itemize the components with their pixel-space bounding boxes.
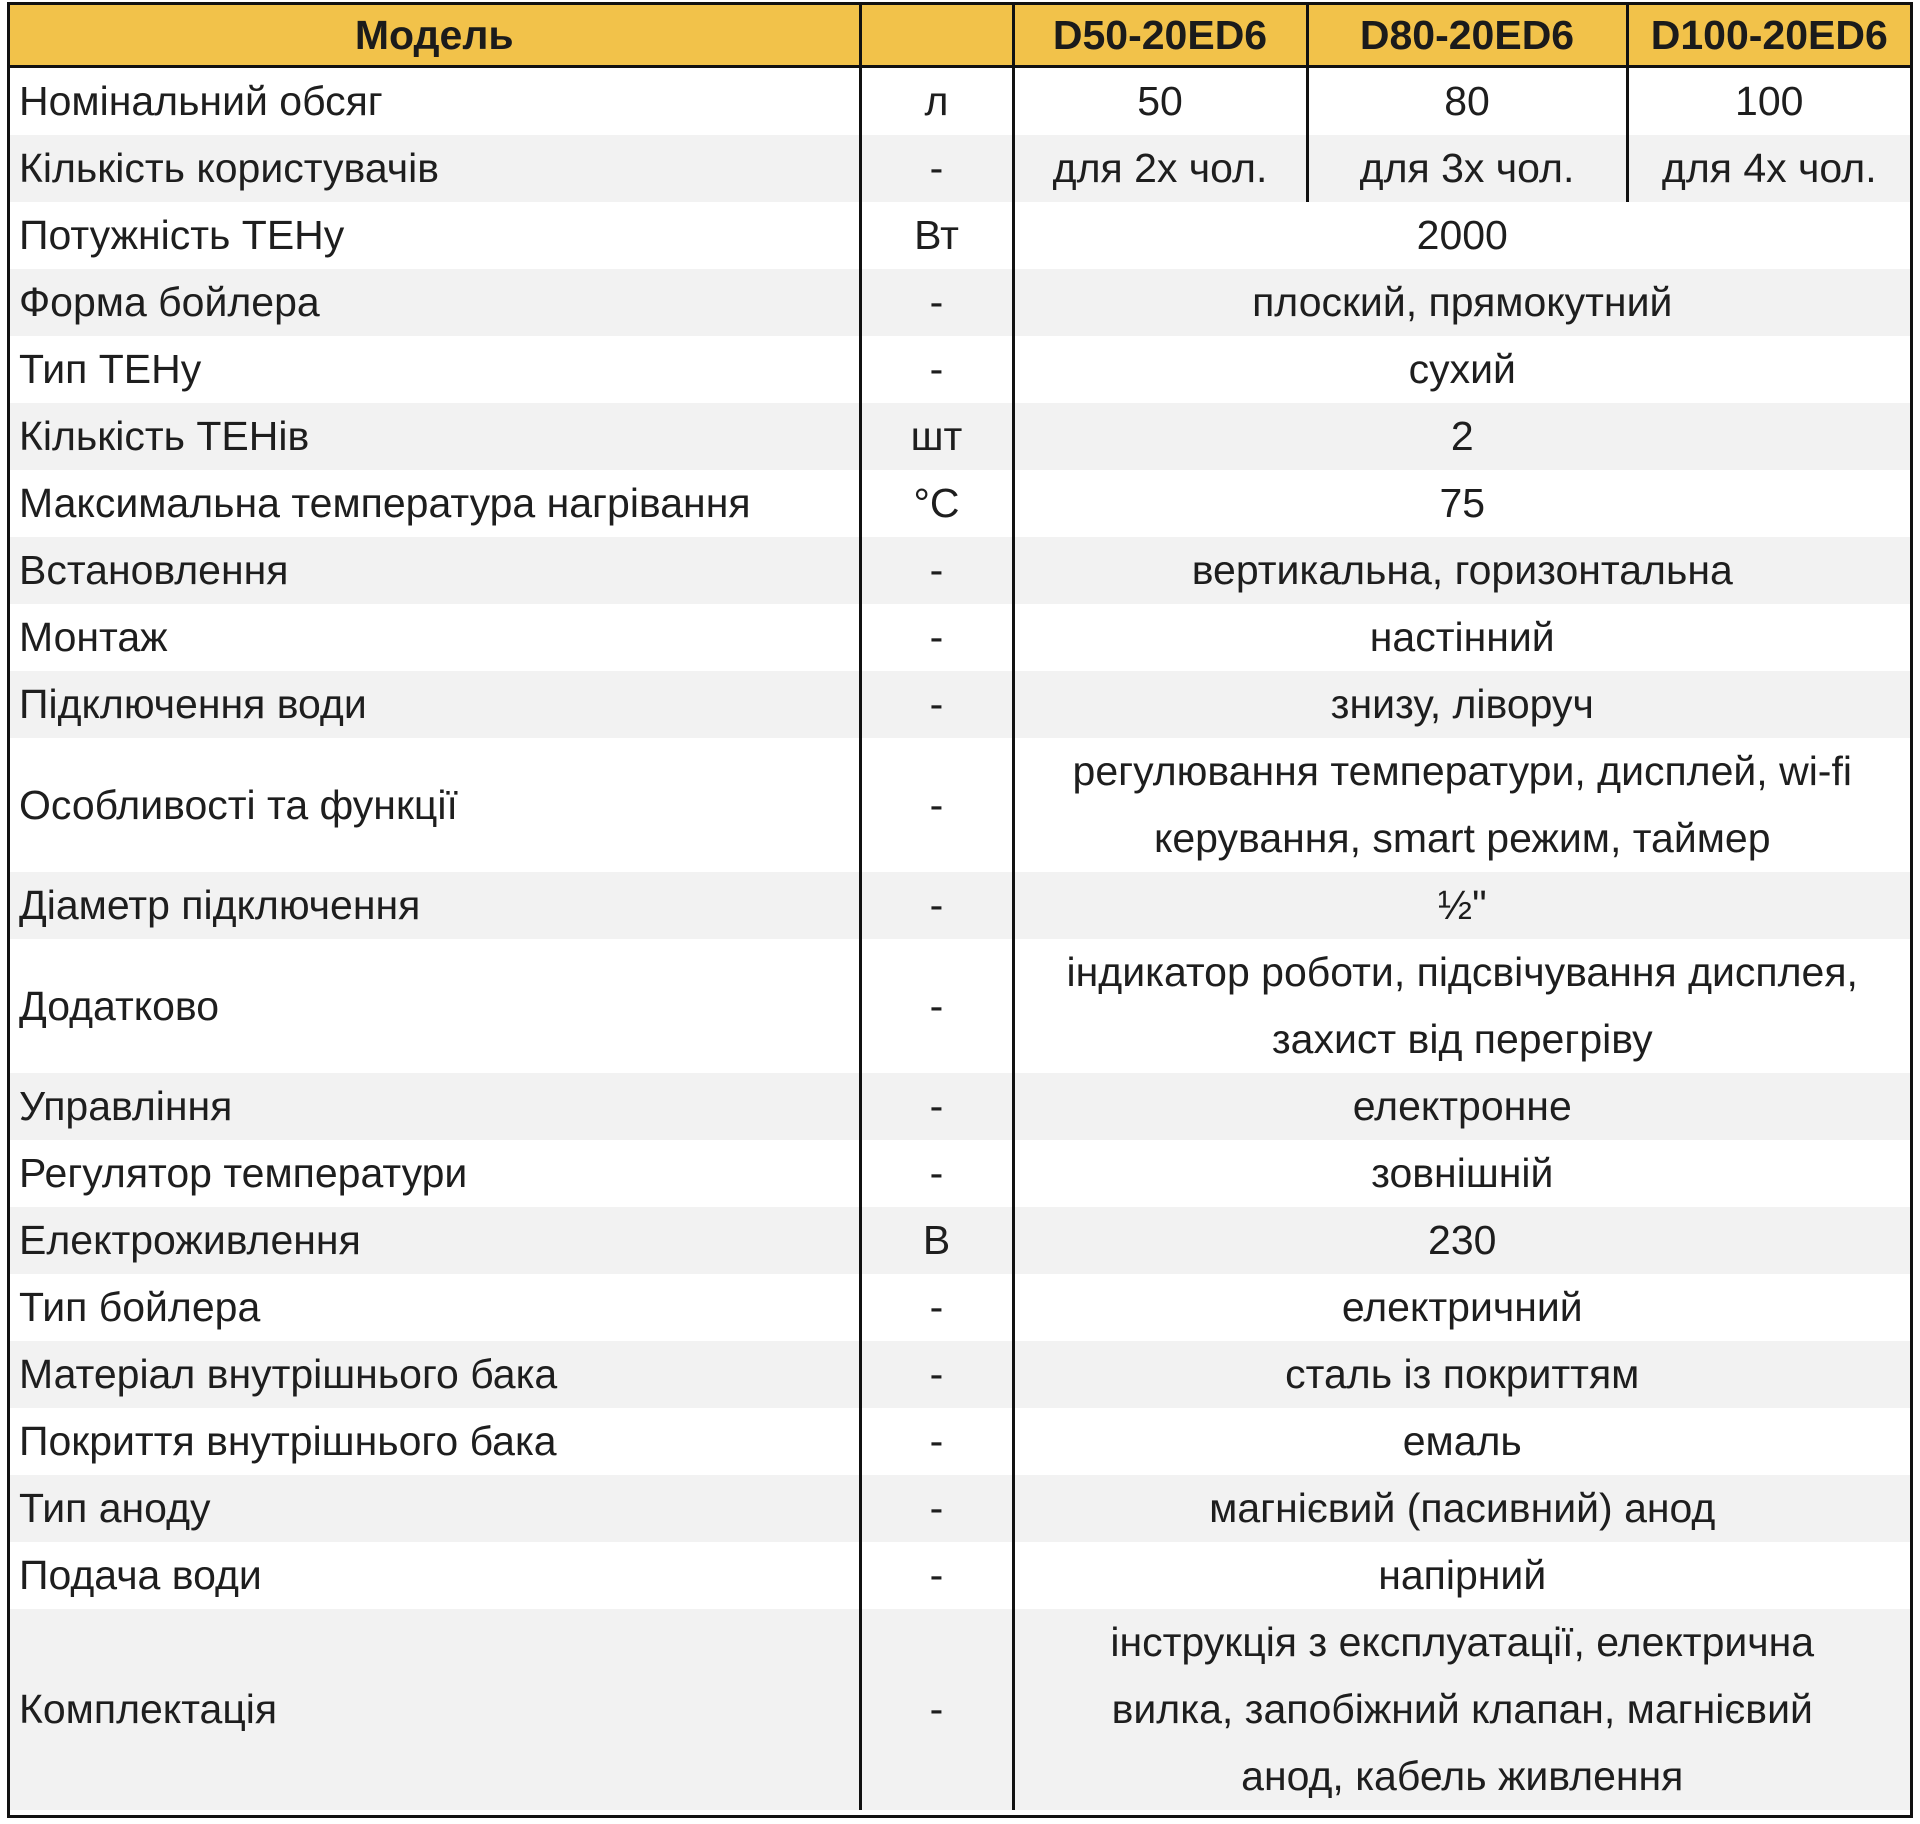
table-row bbox=[10, 269, 1910, 336]
row-param: Тип бойлера bbox=[10, 1274, 860, 1341]
header-model-d80: D80-20ED6 bbox=[1307, 5, 1627, 67]
row-param: Тип аноду bbox=[10, 1475, 860, 1542]
row-param: Покриття внутрішнього бака bbox=[10, 1408, 860, 1475]
spec-table bbox=[10, 5, 1910, 1810]
row-param: Підключення води bbox=[10, 671, 860, 738]
row-unit: - bbox=[860, 1140, 1013, 1207]
table-row bbox=[10, 1207, 1910, 1274]
row-value: магнієвий (пасивний) анод bbox=[1013, 1475, 1910, 1542]
row-value bbox=[1013, 939, 1910, 1073]
table-row bbox=[10, 470, 1910, 537]
table-row bbox=[10, 1542, 1910, 1609]
row-unit: л bbox=[860, 67, 1013, 136]
row-value: 75 bbox=[1439, 480, 1486, 526]
row-value-line: регулювання температури, дисплей, wi-fi bbox=[1072, 748, 1852, 794]
header-unit bbox=[860, 5, 1013, 67]
table-row bbox=[10, 135, 1910, 202]
row-unit: В bbox=[860, 1207, 1013, 1274]
table-row bbox=[10, 1274, 1910, 1341]
row-value: 2 bbox=[1013, 403, 1910, 470]
row-value-d80: 80 bbox=[1307, 67, 1627, 136]
row-unit: - bbox=[860, 738, 1013, 872]
table-row bbox=[10, 1140, 1910, 1207]
table-row bbox=[10, 1341, 1910, 1408]
row-param: Діаметр підключення bbox=[10, 872, 860, 939]
header-model-d50: D50-20ED6 bbox=[1013, 5, 1307, 67]
table-row bbox=[10, 403, 1910, 470]
row-value bbox=[1013, 1609, 1910, 1810]
row-param: Особливості та функції bbox=[10, 738, 860, 872]
row-value: вертикальна, горизонтальна bbox=[1013, 537, 1910, 604]
table-row bbox=[10, 939, 1910, 1073]
row-value: електронне bbox=[1013, 1073, 1910, 1140]
row-unit: - bbox=[860, 1609, 1013, 1810]
row-param: Кількість користувачів bbox=[10, 135, 860, 202]
row-unit: °C bbox=[860, 470, 1013, 537]
row-param: Монтаж bbox=[10, 604, 860, 671]
table-row bbox=[10, 872, 1910, 939]
table-row bbox=[10, 1073, 1910, 1140]
row-value-d50: 50 bbox=[1013, 67, 1307, 136]
row-unit: - bbox=[860, 135, 1013, 202]
row-value-line: анод, кабель живлення bbox=[1241, 1753, 1684, 1799]
row-unit: - bbox=[860, 671, 1013, 738]
header-model-d100: D100-20ED6 bbox=[1627, 5, 1910, 67]
row-value-line: керування, smart режим, таймер bbox=[1153, 815, 1771, 861]
row-value bbox=[1013, 738, 1910, 872]
row-unit: - bbox=[860, 939, 1013, 1073]
row-value: плоский, прямокутний bbox=[1013, 269, 1910, 336]
row-value-d80: для 3х чол. bbox=[1307, 135, 1627, 202]
table-row bbox=[10, 537, 1910, 604]
row-unit: - bbox=[860, 1542, 1013, 1609]
row-unit: шт bbox=[860, 403, 1013, 470]
table-row bbox=[10, 1475, 1910, 1542]
table-row bbox=[10, 1408, 1910, 1475]
header-model-label: Модель bbox=[10, 5, 860, 67]
row-unit: - bbox=[860, 1408, 1013, 1475]
row-value: 2000 bbox=[1416, 212, 1508, 258]
row-param: Кількість ТЕНів bbox=[10, 403, 860, 470]
row-value-line: вилка, запобіжний клапан, магнієвий bbox=[1111, 1686, 1813, 1732]
row-unit: - bbox=[860, 872, 1013, 939]
row-param: Тип ТЕНу bbox=[10, 336, 860, 403]
row-unit: - bbox=[860, 1475, 1013, 1542]
row-unit: - bbox=[860, 336, 1013, 403]
row-param: Матеріал внутрішнього бака bbox=[10, 1341, 860, 1408]
row-unit: Вт bbox=[860, 202, 1013, 269]
row-unit: - bbox=[860, 1274, 1013, 1341]
row-value-d100: для 4х чол. bbox=[1627, 135, 1910, 202]
row-value: сухий bbox=[1408, 346, 1516, 392]
row-param: Управління bbox=[10, 1073, 860, 1140]
table-row bbox=[10, 604, 1910, 671]
row-param: Максимальна температура нагрівання bbox=[10, 470, 860, 537]
row-value-d50: для 2х чол. bbox=[1013, 135, 1307, 202]
row-value: ½" bbox=[1013, 872, 1910, 939]
table-header-row bbox=[10, 5, 1910, 67]
row-param: Потужність ТЕНу bbox=[10, 202, 860, 269]
row-value: знизу, ліворуч bbox=[1013, 671, 1910, 738]
row-value: настінний bbox=[1369, 614, 1555, 660]
row-value-d100: 100 bbox=[1735, 78, 1804, 124]
row-value: 230 bbox=[1013, 1207, 1910, 1274]
row-unit: - bbox=[860, 604, 1013, 671]
row-param: Номінальний обсяг bbox=[10, 67, 860, 136]
row-value: емаль bbox=[1402, 1418, 1522, 1464]
table-row bbox=[10, 738, 1910, 872]
table-row bbox=[10, 67, 1910, 136]
row-value: сталь із покриттям bbox=[1013, 1341, 1910, 1408]
row-value-line: захист від перегріву bbox=[1271, 1016, 1653, 1062]
row-param: Форма бойлера bbox=[10, 269, 860, 336]
row-param: Комплектація bbox=[10, 1609, 860, 1810]
row-param: Електроживлення bbox=[10, 1207, 860, 1274]
table-row bbox=[10, 1609, 1910, 1810]
table-row bbox=[10, 671, 1910, 738]
row-value-line: інструкція з експлуатації, електрична bbox=[1110, 1619, 1815, 1665]
table-row bbox=[10, 336, 1910, 403]
table-row bbox=[10, 202, 1910, 269]
row-value-line: індикатор роботи, підсвічування дисплея, bbox=[1066, 949, 1858, 995]
row-param: Додатково bbox=[10, 939, 860, 1073]
row-param: Встановлення bbox=[10, 537, 860, 604]
row-value: електричний bbox=[1341, 1284, 1583, 1330]
row-unit: - bbox=[860, 537, 1013, 604]
row-value: напірний bbox=[1378, 1552, 1547, 1598]
row-unit: - bbox=[860, 269, 1013, 336]
row-unit: - bbox=[860, 1073, 1013, 1140]
row-value: зовнішній bbox=[1371, 1150, 1554, 1196]
row-param: Регулятор температури bbox=[10, 1140, 860, 1207]
row-param: Подача води bbox=[10, 1542, 860, 1609]
row-unit: - bbox=[860, 1341, 1013, 1408]
